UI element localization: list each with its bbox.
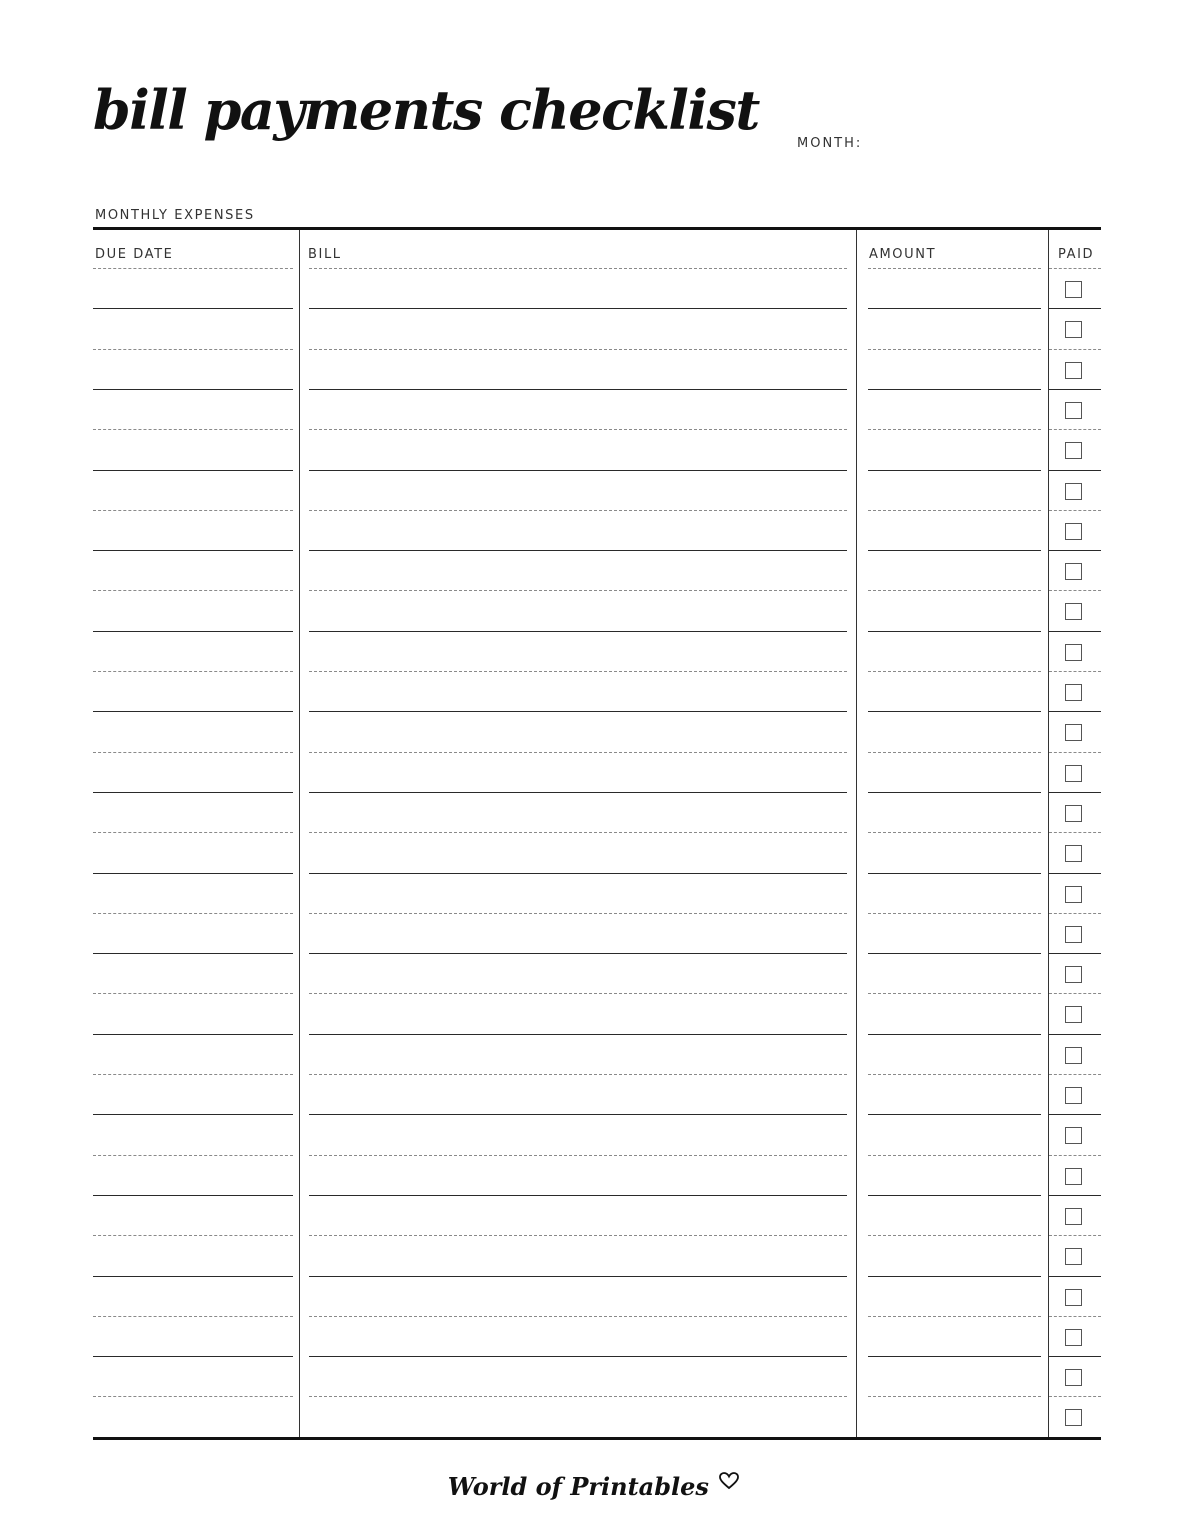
- due-date-rule-line: [93, 671, 293, 672]
- paid-rule-line: [1049, 1074, 1101, 1075]
- due-date-rule-line: [93, 792, 293, 793]
- bill-rule-line: [309, 832, 847, 833]
- paid-checkbox[interactable]: [1065, 1006, 1082, 1023]
- due-date-rule-line: [93, 1155, 293, 1156]
- bill-rule-line: [309, 1074, 847, 1075]
- paid-checkbox[interactable]: [1065, 724, 1082, 741]
- section-label: MONTHLY EXPENSES: [95, 208, 255, 223]
- bill-rule-line: [309, 792, 847, 793]
- amount-rule-line: [868, 1316, 1041, 1317]
- due-date-rule-line: [93, 993, 293, 994]
- bill-rule-line: [309, 349, 847, 350]
- paid-rule-line: [1049, 1195, 1101, 1196]
- paid-checkbox[interactable]: [1065, 1329, 1082, 1346]
- column-divider-due-date: [299, 230, 300, 1437]
- paid-rule-line: [1049, 711, 1101, 712]
- bill-rule-line: [309, 671, 847, 672]
- paid-rule-line: [1049, 268, 1101, 269]
- due-date-rule-line: [93, 1316, 293, 1317]
- paid-checkbox[interactable]: [1065, 926, 1082, 943]
- paid-checkbox[interactable]: [1065, 886, 1082, 903]
- amount-rule-line: [868, 913, 1041, 914]
- amount-rule-line: [868, 349, 1041, 350]
- paid-checkbox[interactable]: [1065, 684, 1082, 701]
- bill-rule-line: [309, 1396, 847, 1397]
- paid-checkbox[interactable]: [1065, 1168, 1082, 1185]
- paid-rule-line: [1049, 1235, 1101, 1236]
- paid-checkbox[interactable]: [1065, 442, 1082, 459]
- paid-checkbox[interactable]: [1065, 321, 1082, 338]
- due-date-rule-line: [93, 1195, 293, 1196]
- bill-rule-line: [309, 429, 847, 430]
- amount-rule-line: [868, 1235, 1041, 1236]
- amount-rule-line: [868, 1276, 1041, 1277]
- paid-rule-line: [1049, 671, 1101, 672]
- paid-rule-line: [1049, 1396, 1101, 1397]
- amount-rule-line: [868, 389, 1041, 390]
- paid-checkbox[interactable]: [1065, 1289, 1082, 1306]
- bill-rule-line: [309, 711, 847, 712]
- paid-checkbox[interactable]: [1065, 1409, 1082, 1426]
- due-date-rule-line: [93, 1356, 293, 1357]
- due-date-rule-line: [93, 1396, 293, 1397]
- bill-rule-line: [309, 1235, 847, 1236]
- column-divider-bill: [856, 230, 857, 1437]
- paid-checkbox[interactable]: [1065, 362, 1082, 379]
- paid-checkbox[interactable]: [1065, 563, 1082, 580]
- amount-rule-line: [868, 873, 1041, 874]
- paid-rule-line: [1049, 590, 1101, 591]
- paid-checkbox[interactable]: [1065, 1087, 1082, 1104]
- due-date-rule-line: [93, 308, 293, 309]
- bill-rule-line: [309, 1356, 847, 1357]
- amount-rule-line: [868, 711, 1041, 712]
- due-date-rule-line: [93, 1074, 293, 1075]
- due-date-rule-line: [93, 389, 293, 390]
- due-date-rule-line: [93, 268, 293, 269]
- amount-rule-line: [868, 1114, 1041, 1115]
- amount-rule-line: [868, 832, 1041, 833]
- paid-rule-line: [1049, 308, 1101, 309]
- paid-checkbox[interactable]: [1065, 966, 1082, 983]
- month-label: MONTH:: [797, 136, 863, 151]
- amount-rule-line: [868, 1195, 1041, 1196]
- paid-column: [1049, 227, 1101, 1437]
- due-date-rule-line: [93, 873, 293, 874]
- table-bottom-rule: [93, 1437, 1101, 1440]
- page-title: bill payments checklist: [93, 78, 759, 142]
- due-date-rule-line: [93, 752, 293, 753]
- bill-rule-line: [309, 873, 847, 874]
- paid-checkbox[interactable]: [1065, 1208, 1082, 1225]
- amount-rule-line: [868, 308, 1041, 309]
- paid-rule-line: [1049, 1114, 1101, 1115]
- paid-rule-line: [1049, 913, 1101, 914]
- column-header-bill: BILL: [308, 247, 342, 262]
- paid-checkbox[interactable]: [1065, 845, 1082, 862]
- paid-rule-line: [1049, 510, 1101, 511]
- paid-checkbox[interactable]: [1065, 603, 1082, 620]
- bill-rule-line: [309, 550, 847, 551]
- due-date-rule-line: [93, 711, 293, 712]
- paid-rule-line: [1049, 349, 1101, 350]
- paid-rule-line: [1049, 389, 1101, 390]
- paid-rule-line: [1049, 752, 1101, 753]
- bill-rule-line: [309, 470, 847, 471]
- amount-rule-line: [868, 550, 1041, 551]
- due-date-rule-line: [93, 1034, 293, 1035]
- bill-rule-line: [309, 1034, 847, 1035]
- paid-rule-line: [1049, 993, 1101, 994]
- amount-rule-line: [868, 510, 1041, 511]
- due-date-rule-line: [93, 1235, 293, 1236]
- paid-rule-line: [1049, 792, 1101, 793]
- amount-rule-line: [868, 631, 1041, 632]
- bill-rule-line: [309, 1155, 847, 1156]
- amount-rule-line: [868, 429, 1041, 430]
- column-header-due-date: DUE DATE: [95, 247, 174, 262]
- paid-rule-line: [1049, 1316, 1101, 1317]
- amount-rule-line: [868, 752, 1041, 753]
- expenses-table: [93, 227, 1101, 1440]
- paid-rule-line: [1049, 550, 1101, 551]
- bill-rule-line: [309, 1276, 847, 1277]
- amount-column: [868, 227, 1041, 1437]
- amount-rule-line: [868, 1356, 1041, 1357]
- paid-rule-line: [1049, 631, 1101, 632]
- due-date-rule-line: [93, 1276, 293, 1277]
- bill-rule-line: [309, 993, 847, 994]
- due-date-rule-line: [93, 953, 293, 954]
- amount-rule-line: [868, 268, 1041, 269]
- due-date-rule-line: [93, 1114, 293, 1115]
- amount-rule-line: [868, 1034, 1041, 1035]
- paid-rule-line: [1049, 1356, 1101, 1357]
- brand-logo: [0, 1472, 1187, 1501]
- paid-checkbox[interactable]: [1065, 523, 1082, 540]
- due-date-rule-line: [93, 832, 293, 833]
- bill-rule-line: [309, 752, 847, 753]
- bill-rule-line: [309, 953, 847, 954]
- paid-rule-line: [1049, 832, 1101, 833]
- due-date-rule-line: [93, 510, 293, 511]
- paid-checkbox[interactable]: [1065, 483, 1082, 500]
- bill-rule-line: [309, 1195, 847, 1196]
- bill-rule-line: [309, 590, 847, 591]
- paid-rule-line: [1049, 1155, 1101, 1156]
- paid-rule-line: [1049, 1034, 1101, 1035]
- due-date-rule-line: [93, 631, 293, 632]
- brand-name: World of Printables: [447, 1472, 709, 1501]
- bill-column: [309, 227, 847, 1437]
- paid-checkbox[interactable]: [1065, 1047, 1082, 1064]
- column-header-amount: AMOUNT: [869, 247, 937, 262]
- amount-rule-line: [868, 993, 1041, 994]
- due-date-rule-line: [93, 550, 293, 551]
- amount-rule-line: [868, 1396, 1041, 1397]
- due-date-rule-line: [93, 349, 293, 350]
- bill-rule-line: [309, 1316, 847, 1317]
- bill-rule-line: [309, 631, 847, 632]
- amount-rule-line: [868, 671, 1041, 672]
- due-date-column: [93, 227, 293, 1437]
- bill-rule-line: [309, 1114, 847, 1115]
- paid-rule-line: [1049, 953, 1101, 954]
- amount-rule-line: [868, 590, 1041, 591]
- amount-rule-line: [868, 792, 1041, 793]
- bill-rule-line: [309, 268, 847, 269]
- due-date-rule-line: [93, 429, 293, 430]
- bill-rule-line: [309, 308, 847, 309]
- paid-rule-line: [1049, 470, 1101, 471]
- due-date-rule-line: [93, 913, 293, 914]
- paid-rule-line: [1049, 1276, 1101, 1277]
- paid-checkbox[interactable]: [1065, 1127, 1082, 1144]
- paid-rule-line: [1049, 873, 1101, 874]
- paid-checkbox[interactable]: [1065, 402, 1082, 419]
- paid-rule-line: [1049, 429, 1101, 430]
- paid-checkbox[interactable]: [1065, 1369, 1082, 1386]
- bill-rule-line: [309, 913, 847, 914]
- paid-checkbox[interactable]: [1065, 765, 1082, 782]
- bill-rule-line: [309, 510, 847, 511]
- amount-rule-line: [868, 1074, 1041, 1075]
- column-header-paid: PAID: [1058, 247, 1095, 262]
- due-date-rule-line: [93, 470, 293, 471]
- due-date-rule-line: [93, 590, 293, 591]
- amount-rule-line: [868, 470, 1041, 471]
- paid-checkbox[interactable]: [1065, 281, 1082, 298]
- paid-checkbox[interactable]: [1065, 644, 1082, 661]
- paid-checkbox[interactable]: [1065, 1248, 1082, 1265]
- amount-rule-line: [868, 953, 1041, 954]
- paid-checkbox[interactable]: [1065, 805, 1082, 822]
- bill-rule-line: [309, 389, 847, 390]
- amount-rule-line: [868, 1155, 1041, 1156]
- heart-icon: [719, 1472, 739, 1490]
